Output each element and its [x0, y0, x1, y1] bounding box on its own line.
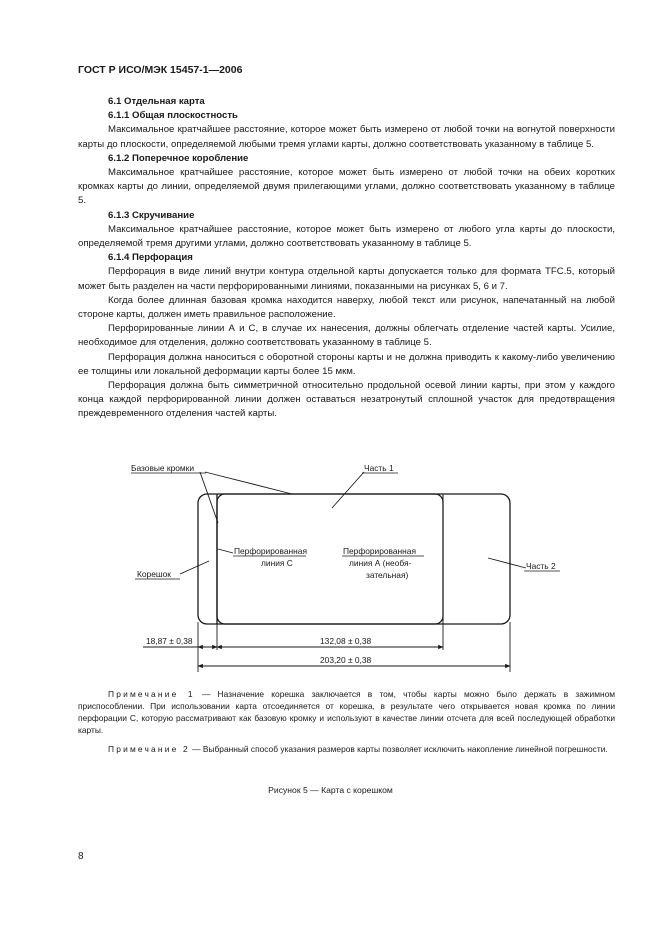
leader-perf-c	[218, 549, 233, 553]
label-perf-c-line2: линия С	[261, 558, 293, 568]
paragraph-6-1-4-a: Перфорация в виде линий внутри контура отдельной карты допускается только для формата TFC.5, который может быть разделен на части перфорированными линиями, показанными на рисунках 5, 6 и 7.	[78, 266, 615, 292]
note-1	[78, 688, 615, 736]
heading-6-1: 6.1 Отдельная карта	[108, 96, 205, 107]
paragraph-6-1-4-d: Перфорация должна наноситься с оборотной стороны карты и не должна приводить к какому-либо увеличению ее толщины или локальной деформации карты более 15 мкм.	[78, 351, 615, 377]
label-perf-c-line1: Перфорированная	[234, 546, 307, 556]
paragraph-6-1-4-e: Перфорация должна быть симметричной относительно продольной осевой линии карты, при этом у каждого конца каждой перфорированной линии должен оставаться незатронутый сплошной участок для предотвращения преждевременного отделения частей карты.	[78, 380, 615, 420]
paragraph-6-1-4-b: Когда более длинная базовая кромка находится наверху, любой текст или рисунок, напечатанный на любой стороне карты, должен иметь правильное расположение.	[78, 294, 615, 321]
label-part2: Часть 2	[526, 561, 556, 571]
paragraph-6-1-1: Максимальное кратчайшее расстояние, которое может быть измерено от любой точки на вогнутой поверхности карты до плоскости, определяемой любыми тремя углами карты, должно соответствовать указанному в таблице 5.	[78, 124, 615, 150]
dimension-part1-width: 132,08 ± 0,38	[320, 636, 372, 646]
heading-6-1-1: 6.1.1 Общая плоскостность	[108, 110, 238, 122]
label-stub: Корешок	[137, 569, 171, 579]
leader-part2	[488, 558, 526, 568]
paragraph-6-1-4-c: Перфорированные линии А и С, в случае их нанесения, должны облегчать отделение частей карты. Усилие, необходимое для отделения, должно соответствовать указанному в таблице 5.	[78, 323, 615, 349]
card-outline	[198, 494, 510, 624]
leader-stub	[180, 561, 209, 574]
note-2-label: Примечание 2	[108, 744, 190, 754]
paragraph-6-1-3: Максимальное кратчайшее расстояние, которое может быть измерено от любого угла карты до плоскости, определяемой тремя другими углами, должно соответствовать указанному в таблице 5.	[78, 223, 615, 250]
label-part1: Часть 1	[364, 463, 394, 473]
heading-6-1-4: 6.1.4 Перфорация	[108, 252, 193, 264]
heading-6-1-3: 6.1.3 Скручивание	[108, 209, 195, 221]
leader-base-edge-1	[200, 472, 218, 523]
dimension-stub-width: 18,87 ± 0,38	[146, 636, 193, 646]
label-perf-a-line3: зательная)	[366, 570, 409, 580]
note-1-text: — Назначение корешка заключается в том, чтобы карты можно было держать в зажимном приспособлении. При использовании карта отсоединяется от корешка, в результате чего открывается новая кромка по линии перфорации С, которую рассматривают как базовую кромку и используют в качестве линии отсчета для всей последующей обработки карты.	[78, 689, 615, 735]
heading-6-1-2: 6.1.2 Поперечное коробление	[108, 152, 249, 164]
leader-base-edge-2	[205, 472, 292, 494]
figure-caption: Рисунок 5 — Карта с корешком	[268, 785, 393, 795]
paragraph-6-1-2: Максимальное кратчайшее расстояние, которое может быть измерено от любой точки на обеих коротких кромках карты до линии, определяемой двумя прилегающими углами, должно соответствовать указанному в таблице 5.	[78, 167, 615, 207]
label-base-edges: Базовые кромки	[131, 463, 194, 473]
document-header: ГОСТ Р ИСО/МЭК 15457-1—2006	[78, 64, 243, 76]
figure-notes	[78, 688, 615, 762]
document-body	[78, 95, 615, 422]
note-2-text: — Выбранный способ указания размеров карты позволяет исключить накопление линейной погрешности.	[189, 744, 608, 754]
note-1-label: Примечание 1	[108, 689, 195, 699]
label-perf-a-line1: Перфорированная	[343, 546, 416, 556]
page-number: 8	[78, 851, 84, 862]
dimension-total-width: 203,20 ± 0,38	[320, 655, 372, 665]
label-perf-a-line2: линия А (необя-	[349, 558, 412, 568]
leader-part1	[332, 472, 364, 508]
part1-area	[217, 494, 443, 624]
note-2	[78, 743, 615, 755]
